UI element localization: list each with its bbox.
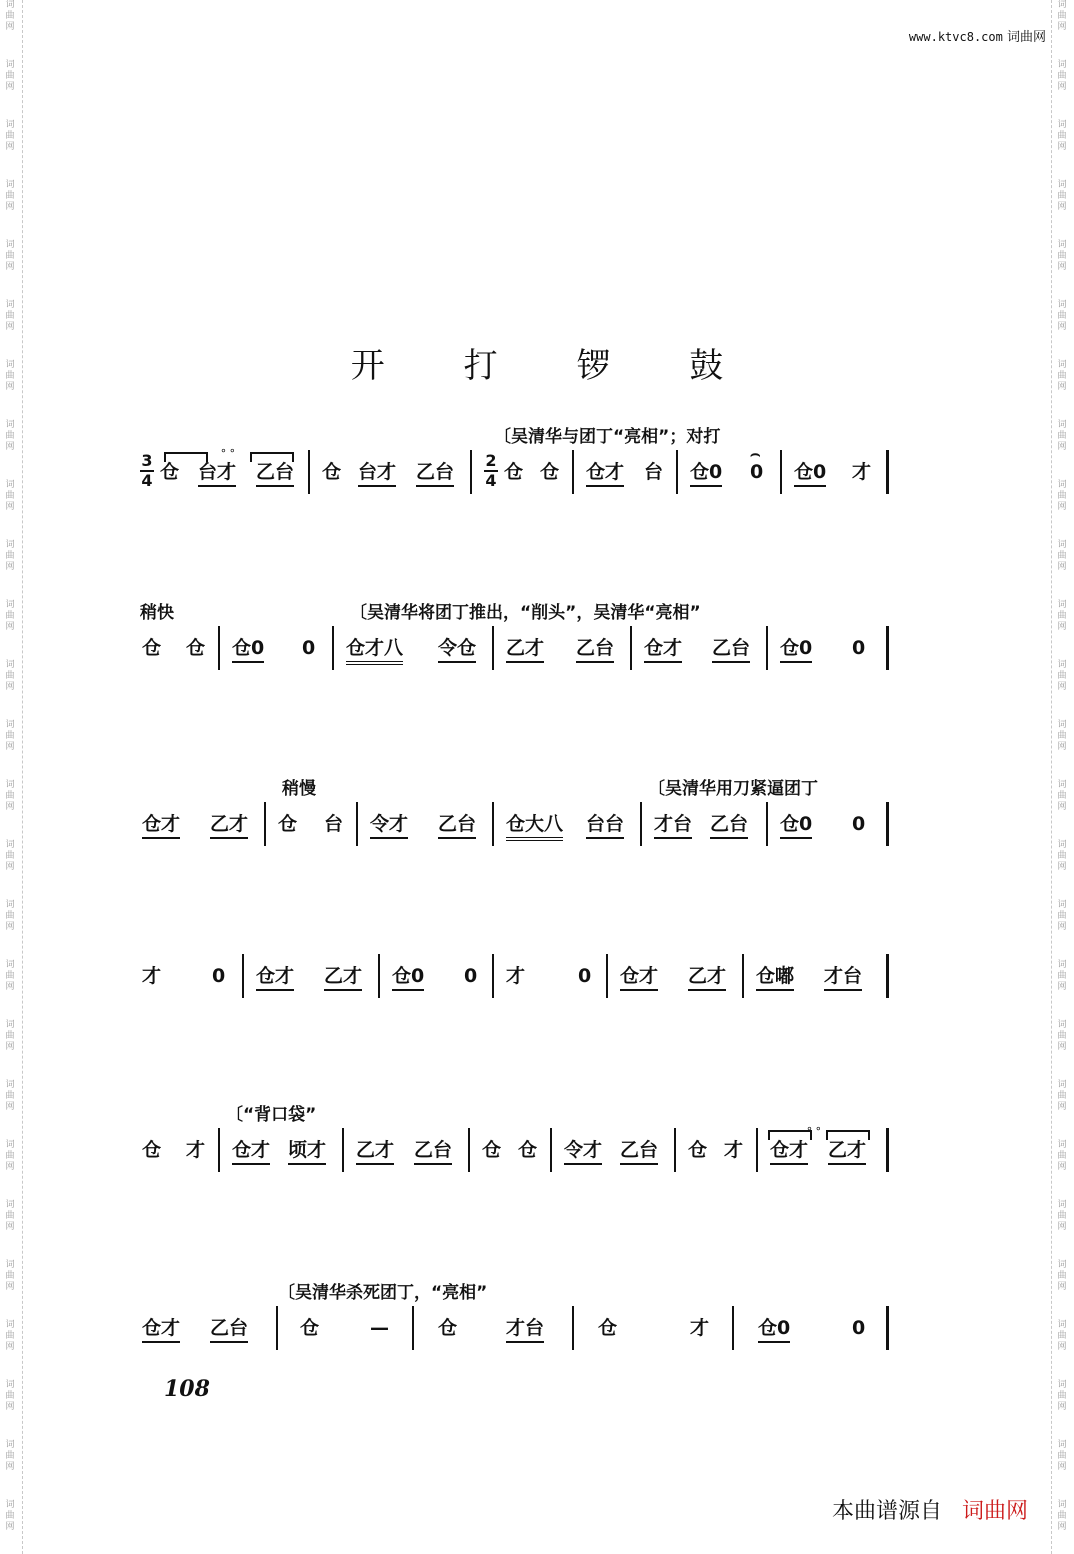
watermark-text: 词曲网 xyxy=(5,60,15,92)
beat: 才台 xyxy=(824,964,862,991)
barline xyxy=(492,626,494,670)
watermark-text: 词曲网 xyxy=(5,420,15,452)
watermark-text: 词曲网 xyxy=(1057,1200,1067,1232)
barline xyxy=(606,954,608,998)
fermata-icon: ⌢ xyxy=(750,444,761,463)
beat: 仓才 xyxy=(644,636,682,663)
watermark-text: 词曲网 xyxy=(1057,300,1067,332)
beat: 仓 xyxy=(540,461,560,483)
beat: 仓 xyxy=(142,637,162,659)
watermark-text: 词曲网 xyxy=(5,1260,15,1292)
site-name[interactable]: 词曲网 xyxy=(1006,30,1046,45)
source-label: 本曲谱源自 xyxy=(831,1499,942,1524)
beat: 仓0 xyxy=(392,964,424,991)
stage-direction: 〔吴清华杀死团丁，“亮相” xyxy=(278,1283,488,1303)
barline xyxy=(308,450,310,494)
watermark-text: 词曲网 xyxy=(5,1200,15,1232)
barline xyxy=(766,802,768,846)
barline xyxy=(276,1306,278,1350)
beat: 台 xyxy=(324,813,344,835)
beat: 才台 xyxy=(506,1316,544,1343)
watermark-text: 词曲网 xyxy=(1057,1380,1067,1412)
beat: 才 xyxy=(690,1317,710,1339)
accent-dots: ∘∘ xyxy=(220,444,238,457)
watermark-text: 词曲网 xyxy=(5,480,15,512)
barline xyxy=(218,1128,220,1172)
barline xyxy=(640,802,642,846)
barline xyxy=(676,450,678,494)
beat: 乙才 xyxy=(210,812,248,839)
barline xyxy=(342,1128,344,1172)
watermark-text: 词曲网 xyxy=(1057,1260,1067,1292)
watermark-text: 词曲网 xyxy=(5,240,15,272)
beat: 仓 xyxy=(142,1139,162,1161)
barline xyxy=(886,1306,889,1350)
time-signature-2-4: 2 4 xyxy=(485,451,497,490)
watermark-text: 词曲网 xyxy=(5,600,15,632)
stage-direction: 〔吴清华将团丁推出，“削头”，吴清华“亮相” xyxy=(350,603,701,623)
beat: 0 xyxy=(464,965,478,987)
right-watermark-strip xyxy=(1051,0,1074,1554)
watermark-text: 词曲网 xyxy=(1057,480,1067,512)
watermark-text: 词曲网 xyxy=(1057,1440,1067,1472)
beat: 仓才 xyxy=(586,460,624,487)
watermark-text: 词曲网 xyxy=(5,1500,15,1532)
beat: 仓 xyxy=(504,461,524,483)
beat: 仓0 xyxy=(690,460,722,487)
watermark-text: 词曲网 xyxy=(1057,240,1067,272)
barline xyxy=(332,626,334,670)
watermark-text: 词曲网 xyxy=(5,1440,15,1472)
watermark-text: 词曲网 xyxy=(1057,900,1067,932)
barline xyxy=(886,450,889,494)
watermark-text: 词曲网 xyxy=(5,960,15,992)
barline xyxy=(470,450,472,494)
beat: 仓0 xyxy=(794,460,826,487)
beat: 乙台 xyxy=(710,812,748,839)
time-signature-3-4: 3 4 xyxy=(141,451,153,490)
left-watermark-strip xyxy=(0,0,23,1554)
beat: 令才 xyxy=(370,812,408,839)
barline xyxy=(492,954,494,998)
beat: 仓 xyxy=(160,461,180,483)
beat: 乙台 xyxy=(438,812,476,839)
watermark-text: 词曲网 xyxy=(5,720,15,752)
barline xyxy=(412,1306,414,1350)
watermark-text: 词曲网 xyxy=(1057,540,1067,572)
beat: 乙台 xyxy=(712,636,750,663)
watermark-text: 词曲网 xyxy=(5,840,15,872)
beat: 才台 xyxy=(654,812,692,839)
beat: 才 xyxy=(186,1139,206,1161)
page-number: 108 xyxy=(164,1376,210,1402)
watermark-text: 词曲网 xyxy=(1057,0,1067,32)
watermark-text: 词曲网 xyxy=(1057,1500,1067,1532)
beat: 才 xyxy=(142,965,162,987)
barline xyxy=(242,954,244,998)
beat: 仓才 xyxy=(256,964,294,991)
beat: 乙台 xyxy=(416,460,454,487)
notation-line-3 xyxy=(140,802,892,848)
beat: 仓 xyxy=(278,813,298,835)
beat: 令仓 xyxy=(438,636,476,663)
barline xyxy=(572,1306,574,1350)
beat: 仓0 xyxy=(232,636,264,663)
barline xyxy=(264,802,266,846)
beat: 顷才 xyxy=(288,1138,326,1165)
watermark-text: 词曲网 xyxy=(1057,660,1067,692)
beat: 仓 xyxy=(688,1139,708,1161)
watermark-text: 词曲网 xyxy=(1057,600,1067,632)
stage-direction: 〔“背口袋” xyxy=(226,1105,317,1125)
watermark-text: 词曲网 xyxy=(5,1380,15,1412)
beat: 仓大八 xyxy=(506,812,563,841)
beat: 仓才 xyxy=(142,1316,180,1343)
beat: 0 xyxy=(302,637,316,659)
barline xyxy=(218,626,220,670)
beat: 仓0 xyxy=(780,636,812,663)
barline xyxy=(886,626,889,670)
barline xyxy=(742,954,744,998)
barline xyxy=(492,802,494,846)
watermark-text: 词曲网 xyxy=(1057,420,1067,452)
beat: 仓 xyxy=(322,461,342,483)
site-url[interactable]: www.ktvc8.com xyxy=(908,30,1003,44)
watermark-text: 词曲网 xyxy=(5,180,15,212)
beat: 仓0 xyxy=(758,1316,790,1343)
beat: 仓 xyxy=(598,1317,618,1339)
beat: 仓 xyxy=(482,1139,502,1161)
barline xyxy=(674,1128,676,1172)
barline xyxy=(468,1128,470,1172)
beat: 仓0 xyxy=(780,812,812,839)
watermark-text: 词曲网 xyxy=(1057,960,1067,992)
notation-line-5 xyxy=(140,1122,892,1174)
beat: 0 xyxy=(750,461,764,483)
site-header xyxy=(909,26,1046,45)
beat: 仓嘟 xyxy=(756,964,794,991)
beat: 仓 xyxy=(518,1139,538,1161)
page-title: 开 打 锣 鼓 xyxy=(350,346,758,386)
source-site-link[interactable]: 词曲网 xyxy=(961,1499,1028,1524)
watermark-text: 词曲网 xyxy=(1057,120,1067,152)
watermark-text: 词曲网 xyxy=(5,540,15,572)
barline xyxy=(572,450,574,494)
watermark-text: 词曲网 xyxy=(5,0,15,32)
beat: 仓才 xyxy=(142,812,180,839)
beat: 乙才 xyxy=(506,636,544,663)
beat: 台才 xyxy=(358,460,396,487)
watermark-text: 词曲网 xyxy=(1057,1140,1067,1172)
barline xyxy=(356,802,358,846)
beat: 乙才 xyxy=(324,964,362,991)
beat: 仓 xyxy=(186,637,206,659)
watermark-text: 词曲网 xyxy=(5,1140,15,1172)
beat: 乙台 xyxy=(256,460,294,487)
barline xyxy=(886,1128,889,1172)
beat: 仓 xyxy=(438,1317,458,1339)
notation-line-1 xyxy=(140,444,892,496)
watermark-text: 词曲网 xyxy=(5,300,15,332)
watermark-text: 词曲网 xyxy=(5,1080,15,1112)
watermark-text: 词曲网 xyxy=(5,780,15,812)
beat: 0 xyxy=(852,1317,866,1339)
barline xyxy=(756,1128,758,1172)
watermark-text: 词曲网 xyxy=(1057,840,1067,872)
beat: 台才 xyxy=(198,460,236,487)
beat: 才 xyxy=(506,965,526,987)
watermark-text: 词曲网 xyxy=(1057,360,1067,392)
barline xyxy=(630,626,632,670)
beat: — xyxy=(370,1317,389,1339)
barline xyxy=(886,802,889,846)
notation-line-2 xyxy=(140,626,892,672)
watermark-text: 词曲网 xyxy=(5,900,15,932)
watermark-text: 词曲网 xyxy=(1057,720,1067,752)
beat: 乙台 xyxy=(620,1138,658,1165)
stage-direction: 〔吴清华用刀紧逼团丁 xyxy=(648,779,818,799)
watermark-text: 词曲网 xyxy=(5,360,15,392)
beat: 乙台 xyxy=(576,636,614,663)
beat: 仓才 xyxy=(770,1138,808,1165)
tempo-marking: 稍快 xyxy=(140,603,174,623)
beat: 台 xyxy=(644,461,664,483)
watermark-text: 词曲网 xyxy=(1057,1080,1067,1112)
watermark-text: 词曲网 xyxy=(5,1320,15,1352)
notation-line-6 xyxy=(140,1306,892,1352)
source-note xyxy=(832,1494,1028,1525)
barline xyxy=(780,450,782,494)
watermark-text: 词曲网 xyxy=(1057,780,1067,812)
watermark-text: 词曲网 xyxy=(5,660,15,692)
beat: 乙才 xyxy=(688,964,726,991)
beat: 仓才 xyxy=(232,1138,270,1165)
beat: 0 xyxy=(578,965,592,987)
barline xyxy=(766,626,768,670)
watermark-text: 词曲网 xyxy=(1057,180,1067,212)
beat: 才 xyxy=(852,461,872,483)
beat: 0 xyxy=(212,965,226,987)
beat: 乙台 xyxy=(210,1316,248,1343)
beat: 仓才八 xyxy=(346,636,403,665)
beat: 乙才 xyxy=(356,1138,394,1165)
beat: 令才 xyxy=(564,1138,602,1165)
beat: 乙才 xyxy=(828,1138,866,1165)
beat: 乙台 xyxy=(414,1138,452,1165)
stage-direction: 〔吴清华与团丁“亮相”；对打 xyxy=(494,427,721,447)
beat: 才 xyxy=(724,1139,744,1161)
watermark-text: 词曲网 xyxy=(1057,60,1067,92)
accent-dots: ∘∘ xyxy=(806,1122,824,1135)
watermark-text: 词曲网 xyxy=(1057,1320,1067,1352)
barline xyxy=(886,954,889,998)
beat: 仓才 xyxy=(620,964,658,991)
beat: 0 xyxy=(852,813,866,835)
notation-line-4 xyxy=(140,954,892,1000)
beat: 仓 xyxy=(300,1317,320,1339)
beat: 台台 xyxy=(586,812,624,839)
barline xyxy=(550,1128,552,1172)
barline xyxy=(732,1306,734,1350)
watermark-text: 词曲网 xyxy=(5,120,15,152)
beat: 0 xyxy=(852,637,866,659)
tempo-marking: 稍慢 xyxy=(282,779,316,799)
watermark-text: 词曲网 xyxy=(1057,1020,1067,1052)
watermark-text: 词曲网 xyxy=(5,1020,15,1052)
barline xyxy=(378,954,380,998)
